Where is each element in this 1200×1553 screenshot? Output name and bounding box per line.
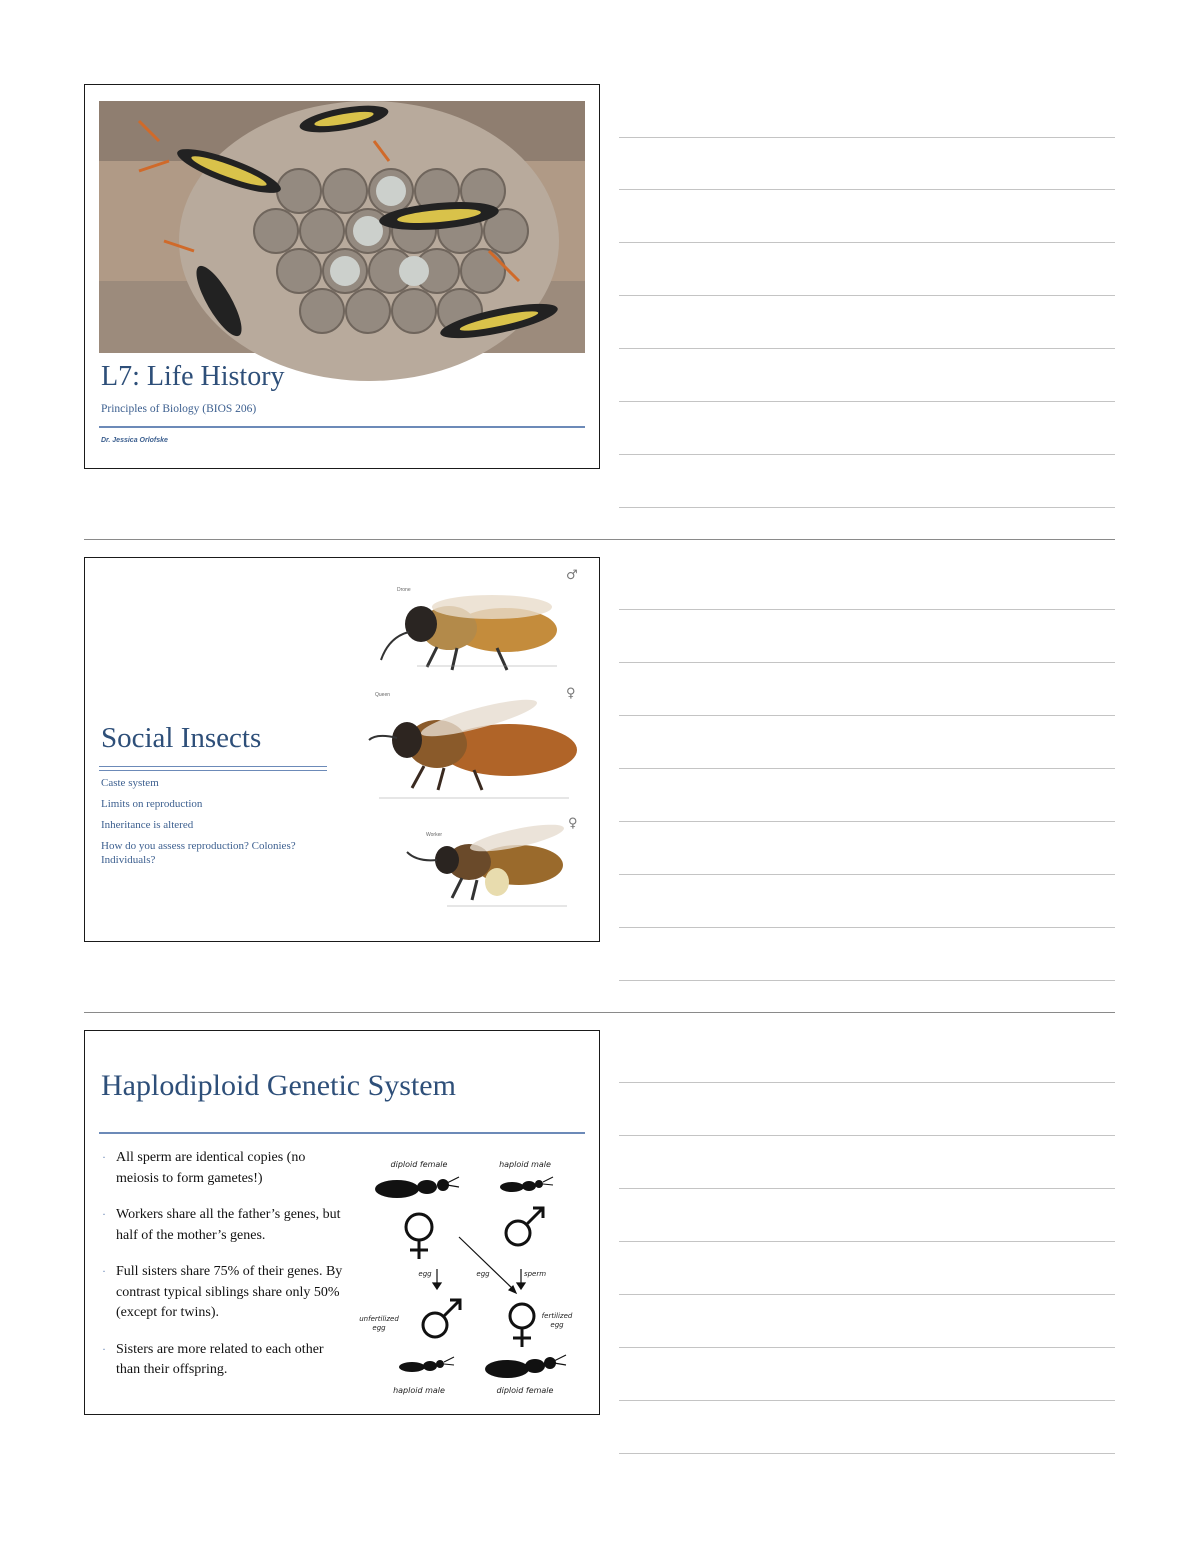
list-item: How do you assess reproduction? Colonies? Individuals?	[101, 840, 296, 866]
note-line	[619, 1453, 1115, 1454]
drone-bee-image	[377, 582, 567, 672]
male-symbol-icon	[506, 1208, 543, 1245]
diagram-label: diploid female	[390, 1160, 448, 1169]
note-line	[619, 1241, 1115, 1242]
bee-label: Drone	[397, 587, 411, 593]
diploid-female-wasp-icon	[485, 1355, 566, 1378]
list-item: Caste system	[101, 777, 159, 789]
note-line	[619, 348, 1115, 349]
note-line	[619, 980, 1115, 981]
slide-subtitle: Principles of Biology (BIOS 206)	[101, 403, 257, 415]
bee-label: Worker	[426, 832, 443, 838]
page-separator	[84, 539, 1115, 540]
female-symbol-icon: ♀	[566, 686, 576, 701]
diagram-label: egg	[372, 1324, 386, 1332]
slide-title: L7: Life History	[101, 361, 285, 392]
note-line	[619, 401, 1115, 402]
bullet-item: · Workers share all the father’s genes, but half of the mother’s genes.	[101, 1205, 351, 1246]
note-line	[619, 1188, 1115, 1189]
note-line	[619, 927, 1115, 928]
page-separator	[84, 1012, 1115, 1013]
diploid-female-wasp-icon	[375, 1177, 459, 1198]
haploid-male-wasp-icon	[500, 1177, 553, 1192]
author: Dr. Jessica Orlofske	[101, 437, 168, 444]
female-symbol-icon	[510, 1304, 534, 1347]
note-line	[619, 715, 1115, 716]
bullet-item: · All sperm are identical copies (no meiosis to form gametes!)	[101, 1148, 351, 1189]
diagram-label: sperm	[523, 1270, 547, 1278]
haploid-male-wasp-icon	[399, 1357, 454, 1372]
female-symbol-icon: ♀	[568, 816, 578, 831]
diagram-label: haploid male	[499, 1160, 551, 1169]
note-line	[619, 662, 1115, 663]
diagram-label: egg	[476, 1270, 490, 1278]
slide-3	[84, 1030, 600, 1415]
slide-title: Social Insects	[101, 722, 262, 754]
haplodiploidy-diagram	[359, 1149, 587, 1399]
list-item: Limits on reproduction	[101, 798, 203, 810]
male-symbol-icon	[423, 1300, 460, 1337]
title-rule	[99, 766, 327, 771]
male-symbol-icon: ♂	[566, 568, 578, 583]
queen-bee-image	[369, 688, 579, 798]
note-line	[619, 821, 1115, 822]
diagram-label: egg	[550, 1321, 564, 1329]
note-line	[619, 874, 1115, 875]
note-line	[619, 507, 1115, 508]
wasp-nest-photo	[99, 101, 585, 353]
note-line	[619, 454, 1115, 455]
diagram-label: unfertilized	[359, 1315, 399, 1323]
diagram-label: diploid female	[496, 1386, 554, 1395]
diagram-label: egg	[418, 1270, 432, 1278]
bee-label: Queen	[375, 692, 391, 698]
arrows	[433, 1237, 525, 1293]
note-line	[619, 1347, 1115, 1348]
title-rule	[99, 1132, 585, 1134]
bullet-list	[101, 1148, 351, 1397]
diagram-label: haploid male	[393, 1386, 445, 1395]
list-item: Inheritance is altered	[101, 819, 194, 831]
note-line	[619, 768, 1115, 769]
topic-list	[101, 776, 321, 874]
bullet-item: · Sisters are more related to each other than their offspring.	[101, 1340, 351, 1381]
note-line	[619, 242, 1115, 243]
slide-1	[84, 84, 600, 469]
worker-bee-image	[407, 820, 577, 910]
note-line	[619, 1294, 1115, 1295]
note-line	[619, 189, 1115, 190]
slide-2	[84, 557, 600, 942]
title-rule	[99, 426, 585, 428]
note-line	[619, 1082, 1115, 1083]
slide-title: Haplodiploid Genetic System	[101, 1069, 456, 1102]
note-line	[619, 1135, 1115, 1136]
note-line	[619, 295, 1115, 296]
note-line	[619, 137, 1115, 138]
bullet-item: · Full sisters share 75% of their genes. By contrast typical siblings share only 50% (except for twins).	[101, 1262, 351, 1324]
note-line	[619, 609, 1115, 610]
diagram-label: fertilized	[541, 1312, 573, 1320]
note-line	[619, 1400, 1115, 1401]
female-symbol-icon	[406, 1214, 432, 1259]
